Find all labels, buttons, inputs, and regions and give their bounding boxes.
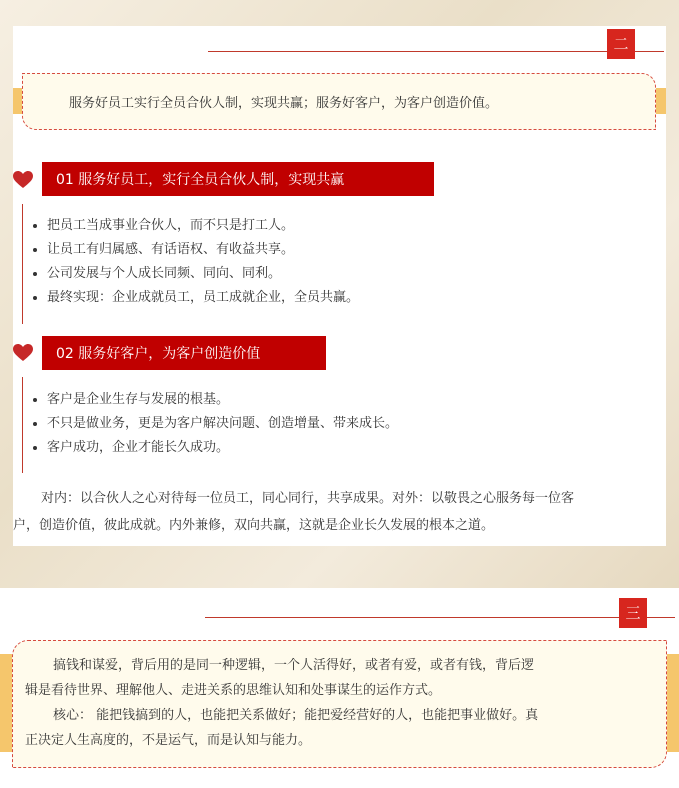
block-02-line xyxy=(22,377,23,473)
list-item: 让员工有归属感、有话语权、有收益共享。 xyxy=(33,238,359,262)
block-01-line xyxy=(22,204,23,324)
outro-line: 辑是看待世界、理解他人、走进关系的思维认知和处事谋生的运作方式。 xyxy=(25,683,442,698)
section-three-number: 三 xyxy=(619,598,647,628)
section-two-number: 二 xyxy=(607,29,635,59)
outro-line: 正决定人生高度的，不是运气，而是认知与能力。 xyxy=(25,733,312,748)
section-title-01: 01 服务好员工，实行全员合伙人制，实现共赢 xyxy=(42,162,434,196)
outro-line: 搞钱和谋爱，背后用的是同一种逻辑，一个人活得好，或者有爱，或者有钱，背后逻 xyxy=(53,658,535,673)
summary-line: 对内：以合伙人之心对待每一位员工，同心同行，共享成果。对外：以敬畏之心服务每一位客 xyxy=(41,491,575,506)
summary-line: 户，创造价值，彼此成就。内外兼修，双向共赢，这就是企业长久发展的根本之道。 xyxy=(13,518,495,533)
list-item: 客户是企业生存与发展的根基。 xyxy=(33,388,398,412)
summary-paragraph xyxy=(13,485,663,539)
block-01-list xyxy=(33,214,359,310)
heart-icon xyxy=(13,171,33,189)
outro-left-tab xyxy=(0,654,12,752)
outro-line: 核心： 能把钱搞到的人，也能把关系做好；能把爱经营好的人，也能把事业做好。真 xyxy=(53,708,539,723)
outro-right-tab xyxy=(667,654,679,752)
list-item: 不只是做业务，更是为客户解决问题、创造增量、带来成长。 xyxy=(33,412,398,436)
list-item: 客户成功，企业才能长久成功。 xyxy=(33,436,398,460)
list-item: 公司发展与个人成长同频、同向、同利。 xyxy=(33,262,359,286)
outro-paragraph xyxy=(25,653,661,753)
heart-icon xyxy=(13,344,33,362)
intro-text: 服务好员工实行全员合伙人制，实现共赢；服务好客户，为客户创造价值。 xyxy=(69,96,499,111)
list-item: 最终实现：企业成就员工，员工成就企业，全员共赢。 xyxy=(33,286,359,310)
section-two-rule xyxy=(208,51,664,52)
section-title-02: 02 服务好客户，为客户创造价值 xyxy=(42,336,326,370)
list-item: 把员工当成事业合伙人，而不只是打工人。 xyxy=(33,214,359,238)
intro-box xyxy=(22,73,656,130)
section-three-rule xyxy=(205,617,675,618)
outro-box xyxy=(12,640,667,768)
block-02-list xyxy=(33,388,398,460)
